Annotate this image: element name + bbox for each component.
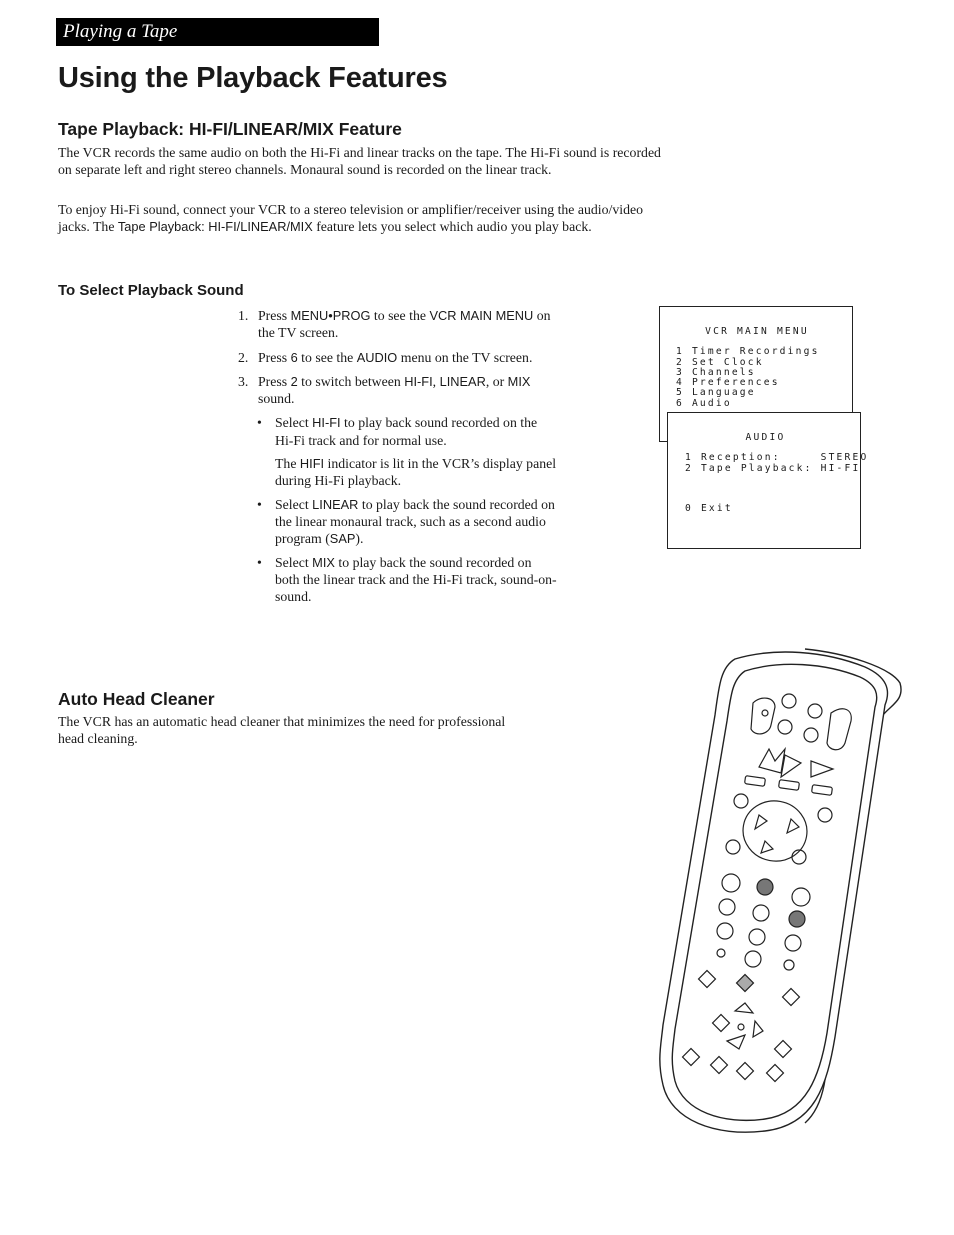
feature-name: Tape Playback: HI-FI/LINEAR/MIX [117,219,313,235]
auto-head-cleaner-heading: Auto Head Cleaner [58,689,215,709]
note-text: The [275,456,300,472]
step-number: 1. [238,308,249,323]
step-text: on the TV screen. [258,308,551,341]
step-1 [238,307,558,342]
bullet-text: Select [275,415,313,431]
menu-item: 5 Language [676,387,756,399]
menu-item: 2 Set Clock [676,356,764,368]
menu-item: 2 Tape Playback: HI-FI [685,462,861,474]
option-label: MIX [507,373,531,389]
vcr-main-menu-title: VCR MAIN MENU [705,326,809,337]
sap-label: SAP [329,531,356,547]
bullet-linear [238,496,558,548]
bullet-text: to play back the sound recorded on both the linear track and the Hi-Fi track, sound-on-sound. [275,554,557,605]
step-text: menu on the TV screen. [397,349,533,365]
step-2 [238,349,558,366]
option-label: LINEAR [439,373,486,389]
step-number: 3. [238,373,249,389]
menu-item: 4 Preferences [676,377,780,389]
menu-item: 3 Channels [676,366,756,378]
select-playback-sound-heading: To Select Playback Sound [58,282,244,299]
key-label: 2 [290,373,298,389]
step-text: Press [258,373,291,389]
step-text: to see the [297,349,357,365]
remote-control-icon [655,645,910,1155]
step-number: 2. [238,349,249,365]
option-label: HI-FI [404,373,433,389]
step-text: Press [258,349,291,365]
menu-item: 1 Reception: STEREO [685,452,869,464]
step-text: to see the [370,308,430,323]
bullet-text: Select [275,496,313,512]
bullet-text: ). [355,531,364,547]
page-title: Using the Playback Features [58,62,448,94]
option-label: HI-FI [312,415,341,431]
para2-text-a: To enjoy Hi-Fi sound, connect your VCR to a stereo television or amplifier/receiver using the audio/video jacks. The [58,202,644,235]
section-header-bar [56,18,379,46]
menu-item: 6 Audio [676,397,732,409]
audio-menu-screen [667,412,869,549]
menu-label: VCR MAIN MENU [429,308,534,323]
option-label: LINEAR [312,496,359,512]
tape-playback-heading: Tape Playback: HI-FI/LINEAR/MIX Feature [58,119,402,139]
step-text: Press [258,308,291,323]
menu-exit-item: 0 Exit [685,502,733,514]
note-hifi-indicator [238,455,558,490]
tape-playback-paragraph-2 [58,201,663,236]
bullet-text: to play back sound recorded on the Hi-Fi track and for normal use. [275,415,538,448]
key-label: 6 [290,349,298,365]
bullet-text: Select [275,554,313,570]
audio-menu-title: AUDIO [745,432,786,443]
bullet-mark: • [257,554,262,570]
step-text: , or [485,373,508,389]
note-text: indicator is lit in the VCR’s display panel during Hi-Fi playback. [275,456,557,489]
menu-label: AUDIO [356,349,398,365]
step-3 [238,373,558,408]
bullet-hifi [238,414,558,449]
bullet-mix [238,554,558,606]
bullet-mark: • [257,415,262,431]
bullet-text: to play back the sound recorded on the linear monaural track, such as a second audio program ( [275,496,555,547]
auto-head-cleaner-paragraph: The VCR has an automatic head cleaner that minimizes the need for professional head cleaning. [58,714,506,747]
section-label: Playing a Tape [63,21,178,42]
playback-steps [238,307,558,611]
option-label: MIX [312,554,335,570]
tape-playback-paragraph-1: The VCR records the same audio on both the Hi-Fi and linear tracks on the tape. The Hi-Fi sound is recorded on separate left and right stereo channels. Monaural sound is recorded on the linear track. [58,145,661,178]
para2-text-b: feature lets you select which audio you play back. [312,219,592,235]
key-label: MENU•PROG [290,308,371,323]
step-text: sound. [258,391,295,407]
step-text: , [432,373,440,389]
bullet-mark: • [257,496,262,512]
menu-item: 1 Timer Recordings [676,346,820,358]
indicator-label: HIFI [299,456,325,472]
step-text: to switch between [297,373,405,389]
